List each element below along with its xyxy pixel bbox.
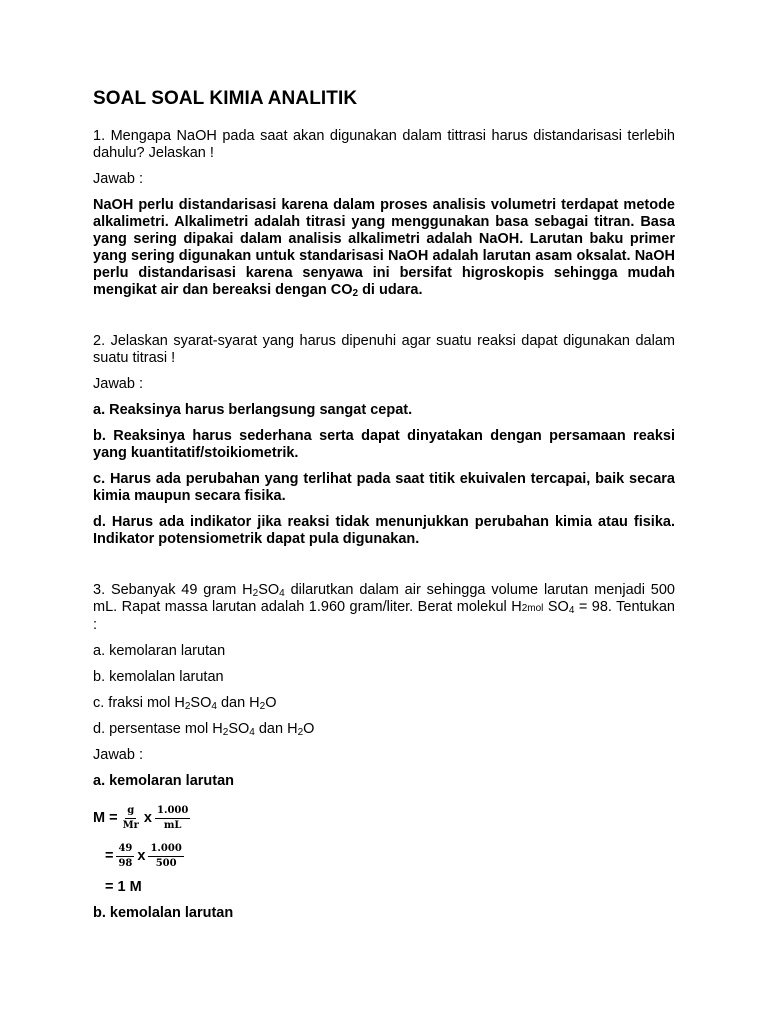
- document-content: [93, 88, 675, 931]
- task-c: c. fraksi mol $H_2SO_4$ dan $H_2O$: [93, 695, 277, 712]
- fraction-1000-over-500: $\frac{1.000}{500}$: [150, 842, 182, 869]
- equation-molarity-result: = 1 M: [105, 879, 142, 895]
- jawab-label-2: Jawab :: [93, 376, 143, 392]
- answer-2d: d. Harus ada indikator jika reaksi tidak menunjukkan perubahan kimia atau fisika. Indikator potensiometrik dapat pula digunakan.: [93, 514, 675, 547]
- question-2: 2. Jelaskan syarat-syarat yang harus dipenuhi agar suatu reaksi dapat digunakan dalam suatu titrasi !: [93, 333, 675, 366]
- equation-molarity-substitution: = $\frac{49}{98}$ x $\frac{1.000}{500}$: [105, 842, 182, 869]
- task-a: a. kemolaran larutan: [93, 643, 226, 659]
- jawab-label-1: Jawab :: [93, 171, 143, 187]
- fraction-g-over-mr: $\frac{g}{Mr}$: [122, 804, 139, 831]
- page-title: SOAL SOAL KIMIA ANALITIK: [93, 88, 358, 109]
- task-b: b. kemolalan larutan: [93, 669, 224, 685]
- answer-3b-heading: b. kemolalan larutan: [93, 905, 234, 921]
- answer-2a: a. Reaksinya harus berlangsung sangat cepat.: [93, 402, 413, 418]
- answer-2b: b. Reaksinya harus sederhana serta dapat dinyatakan dengan persamaan reaksi yang kuantitatif/stoikiometrik.: [93, 428, 675, 461]
- fraction-1000-over-ml: $\frac{1.000}{mL}$: [157, 804, 189, 831]
- task-d: d. persentase mol $H_2SO_4$ dan $H_2O$: [93, 721, 315, 738]
- answer-2c: c. Harus ada perubahan yang terlihat pada saat titik ekuivalen tercapai, baik secara kimia maupun secara fisika.: [93, 471, 675, 504]
- question-1: 1. Mengapa NaOH pada saat akan digunakan dalam tittrasi harus distandarisasi terlebih dahulu? Jelaskan !: [93, 128, 675, 161]
- answer-1: NaOH perlu distandarisasi karena dalam proses analisis volumetri terdapat metode alkalimetri. Alkalimetri adalah titrasi yang menggunakan basa sebagai titran. Basa yang sering dipakai dalam analisis alkalimetri adalah NaOH. Larutan baku primer yang sering digunakan untuk standarisasi NaOH adalah larutan asam oksalat. NaOH perlu distandarisasi karena senyawa ini bersifat higroskopis sehingga mudah mengikat air dan bereaksi dengan $CO_2$ di udara.: [93, 197, 675, 299]
- fraction-49-over-98: $\frac{49}{98}$: [118, 842, 133, 869]
- section-gap: [93, 308, 675, 333]
- answer-3a-heading: a. kemolaran larutan: [93, 773, 235, 789]
- question-3: 3. Sebanyak 49 gram $H_2SO_4$ dilarutkan dalam air sehingga volume larutan menjadi 500 mL. Rapat massa larutan adalah 1.960 gram/liter. Berat molekul H2mol $SO_4 = 98$. Tentukan :: [93, 582, 675, 633]
- jawab-label-3: Jawab :: [93, 747, 143, 763]
- section-gap: [93, 557, 675, 582]
- equation-molarity-formula: M = $\frac{g}{Mr}$ x $\frac{1.000}{mL}$: [93, 804, 189, 831]
